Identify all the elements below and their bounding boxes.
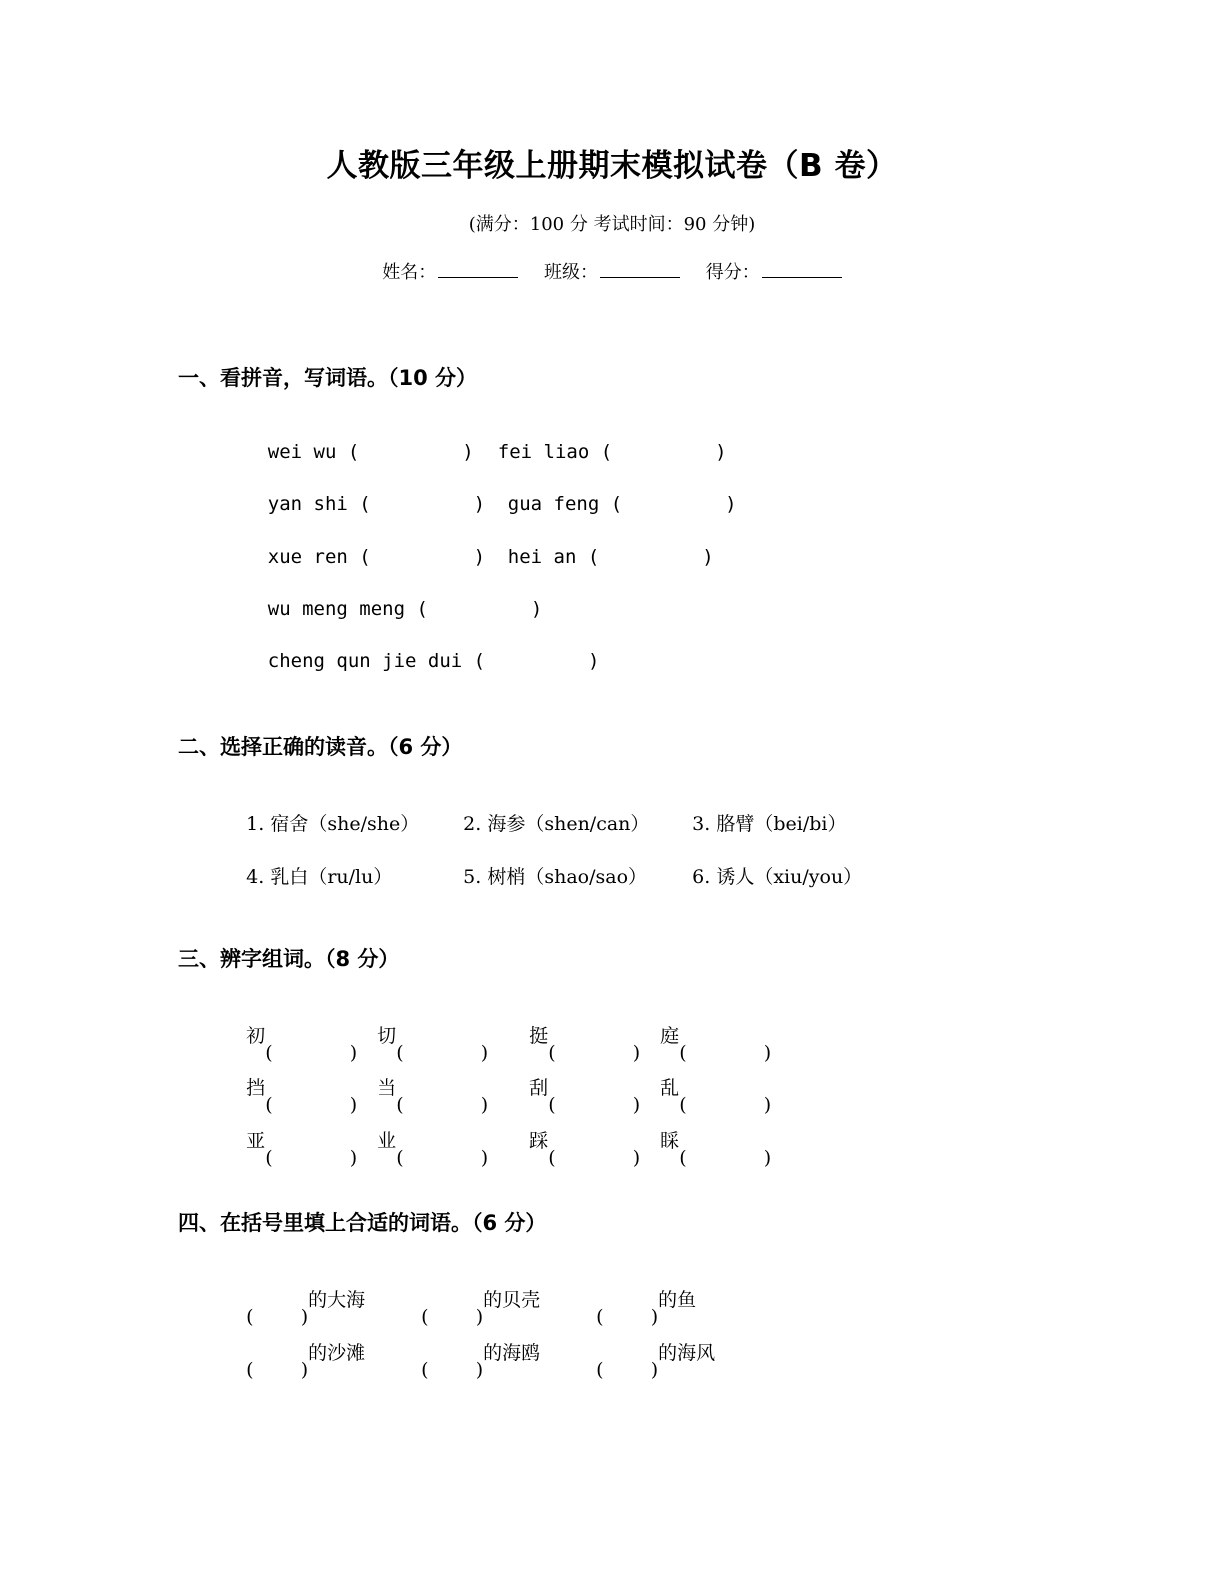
class-label: 班级： [544, 262, 598, 283]
pinyin-item[interactable]: hei an ( ) [507, 546, 714, 568]
score-field [706, 258, 842, 284]
word-group-char: 初 [246, 1025, 266, 1047]
reading-choice-item[interactable]: 3. 胳臂（bei/bi） [692, 813, 847, 835]
section-3-row: 亚 ( ) 业 ( ) 踩 ( ) 睬 ( ) [246, 1130, 772, 1169]
word-group-char: 切 [377, 1025, 397, 1047]
pinyin-item[interactable]: cheng qun jie dui ( ) [267, 650, 600, 672]
word-fill-suffix: 的贝壳 [483, 1289, 541, 1311]
score-blank[interactable] [762, 261, 842, 278]
reading-choice-item[interactable]: 6. 诱人（xiu/you） [692, 866, 863, 888]
section-4-row: ( ) 的大海 ( ) 的贝壳 ( ) 的鱼 [246, 1289, 697, 1328]
pinyin-item[interactable]: yan shi ( ) [267, 493, 486, 515]
page-title: 人教版三年级上册期末模拟试卷（B 卷） [326, 148, 898, 184]
pinyin-item[interactable]: gua feng ( ) [507, 493, 737, 515]
class-blank[interactable] [600, 261, 680, 278]
section-1-row [222, 628, 600, 694]
class-field [544, 258, 680, 284]
section-1-heading: 一、看拼音，写词语。（10 分） [178, 366, 478, 390]
pinyin-item[interactable]: fei liao ( ) [497, 441, 727, 463]
name-blank[interactable] [438, 261, 518, 278]
word-group-char: 刮 [529, 1077, 549, 1099]
name-field [382, 258, 518, 284]
section-3-row: 挡 ( ) 当 ( ) 刮 ( ) 乱 ( ) [246, 1077, 772, 1116]
pinyin-item[interactable]: xue ren ( ) [267, 546, 486, 568]
reading-choice-item[interactable]: 4. 乳白（ru/lu） [246, 866, 393, 888]
word-group-char: 业 [377, 1130, 397, 1152]
pinyin-item[interactable]: wei wu ( ) [267, 441, 474, 463]
word-fill-suffix: 的海风 [658, 1342, 716, 1364]
word-group-char: 庭 [660, 1025, 680, 1047]
word-group-char: 踩 [529, 1130, 549, 1152]
word-group-char: 睬 [660, 1130, 680, 1152]
word-fill-suffix: 的海鸥 [483, 1342, 541, 1364]
pinyin-item[interactable]: wu meng meng ( ) [267, 598, 543, 620]
section-3-row: 初 ( ) 切 ( ) 挺 ( ) 庭 ( ) [246, 1025, 772, 1064]
section-3-heading: 三、辨字组词。（8 分） [178, 947, 400, 971]
score-label: 得分： [705, 262, 760, 283]
reading-choice-item[interactable]: 5. 树梢（shao/sao） [463, 866, 648, 888]
section-2-heading: 二、选择正确的读音。（6 分） [178, 735, 463, 759]
word-group-char: 亚 [246, 1130, 266, 1152]
section-4-heading: 四、在括号里填上合适的词语。（6 分） [178, 1211, 547, 1235]
word-fill-suffix: 的沙滩 [308, 1342, 366, 1364]
word-group-char: 乱 [660, 1077, 680, 1099]
word-group-char: 当 [377, 1077, 397, 1099]
word-group-char: 挡 [246, 1077, 266, 1099]
word-group-char: 挺 [529, 1025, 549, 1047]
word-fill-suffix: 的鱼 [658, 1289, 697, 1311]
word-fill-suffix: 的大海 [308, 1289, 366, 1311]
reading-choice-item[interactable]: 2. 海参（shen/can） [463, 813, 650, 835]
section-2-row [222, 840, 862, 911]
exam-meta: (满分：100 分 考试时间：90 分钟) [468, 214, 756, 235]
section-4-row: ( ) 的沙滩 ( ) 的海鸥 ( ) 的海风 [246, 1342, 716, 1381]
student-info [0, 258, 1224, 284]
name-label: 姓名： [382, 262, 437, 283]
reading-choice-item[interactable]: 1. 宿舍（she/she） [246, 813, 420, 835]
